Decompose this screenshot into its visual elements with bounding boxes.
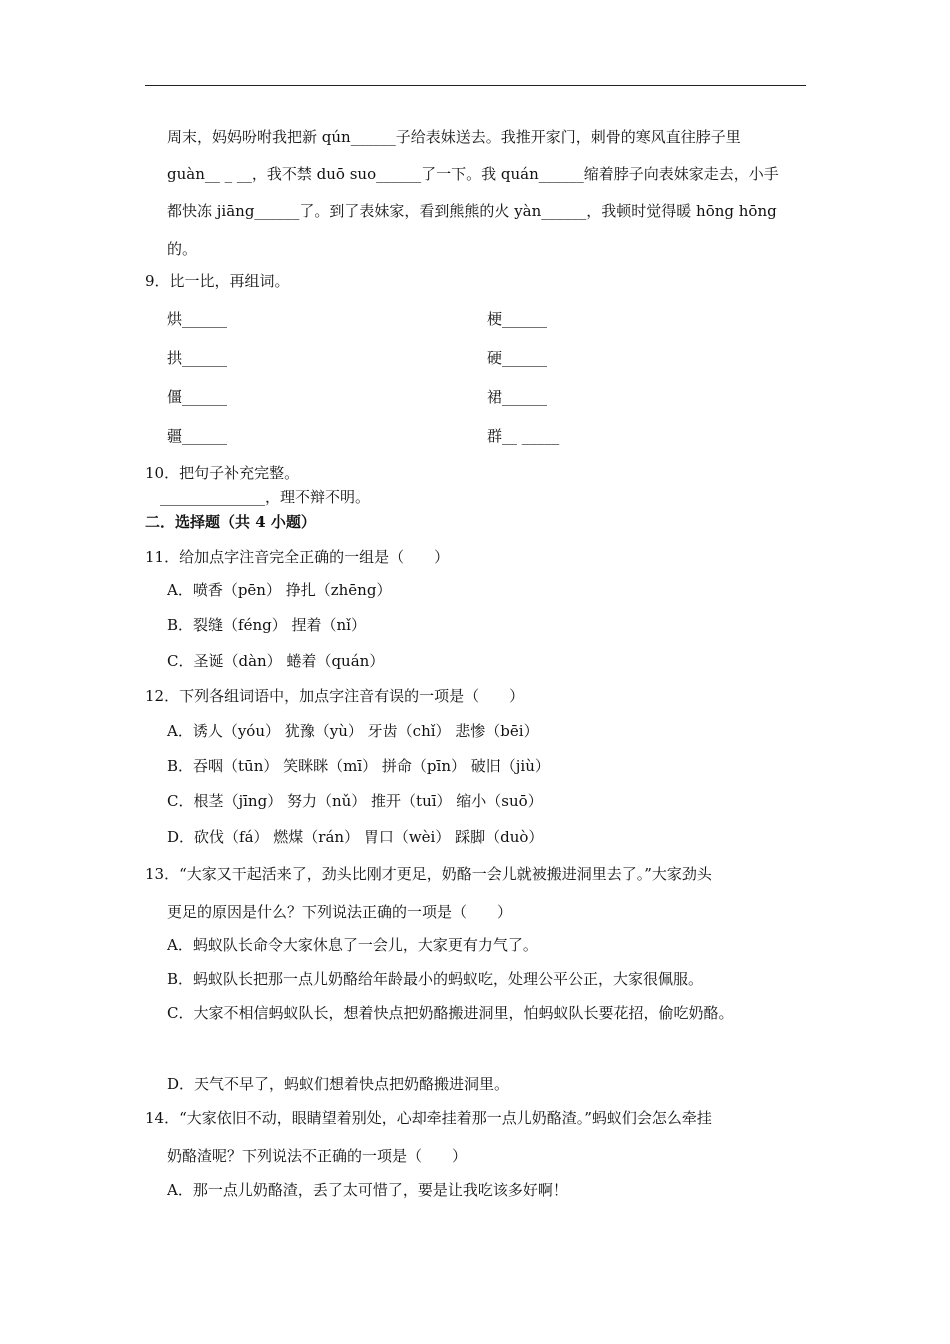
q12-option-d: D．砍伐（fá） 燃煤（rán） 胃口（wèi） 踩脚（duò） xyxy=(167,828,544,846)
q9-left-item: 僵______ xyxy=(167,388,228,406)
q11-option-a: A．喷香（pēn） 挣扎（zhēng） xyxy=(167,581,392,599)
question-11-title: 11．给加点字注音完全正确的一组是（ ） xyxy=(145,548,450,566)
passage-line-3: 都快冻 jiāng______了。到了表妹家，看到熊熊的火 yàn______，我顿时觉得暖 hōng hōng xyxy=(167,202,777,220)
q12-option-b: B．吞咽（tūn） 笑眯眯（mī） 拼命（pīn） 破旧（jiù） xyxy=(167,757,550,775)
q11-option-b: B．裂缝（féng） 捏着（nǐ） xyxy=(167,616,366,634)
q13-option-c: C．大家不相信蚂蚁队长，想着快点把奶酪搬进洞里，怕蚂蚁队长要花招，偷吃奶酪。 xyxy=(167,1004,734,1022)
section-2-title: 二．选择题（共 4 小题） xyxy=(145,513,316,531)
passage-line-2: guàn__ _ __，我不禁 duō suo______了一下。我 quán______缩着脖子向表妹家走去，小手 xyxy=(167,165,779,183)
question-13-line-1: 13．“大家又干起活来了，劲头比刚才更足，奶酪一会儿就被搬进洞里去了。”大家劲头 xyxy=(145,865,712,883)
q9-right-item: 硬______ xyxy=(487,349,548,367)
q9-left-item: 烘______ xyxy=(167,310,228,328)
q13-option-b: B．蚂蚁队长把那一点儿奶酪给年龄最小的蚂蚁吃，处理公平公正，大家很佩服。 xyxy=(167,970,704,988)
q13-option-a: A．蚂蚁队长命令大家休息了一会儿，大家更有力气了。 xyxy=(167,936,538,954)
question-14-line-2: 奶酪渣呢？下列说法不正确的一项是（ ） xyxy=(167,1147,468,1165)
q12-option-c: C．根茎（jīng） 努力（nǔ） 推开（tuī） 缩小（suō） xyxy=(167,792,543,810)
question-9-title: 9．比一比，再组词。 xyxy=(145,272,290,290)
q9-right-item: 梗______ xyxy=(487,310,548,328)
question-13-line-2: 更足的原因是什么？下列说法正确的一项是（ ） xyxy=(167,903,513,921)
q11-option-c: C．圣诞（dàn） 蜷着（quán） xyxy=(167,652,385,670)
header-rule xyxy=(145,85,806,86)
passage-line-4: 的。 xyxy=(167,240,198,258)
passage-line-1: 周末，妈妈吩咐我把新 qún______子给表妹送去。我推开家门，刺骨的寒风直往脖子里 xyxy=(167,128,741,146)
q13-option-d: D．天气不早了，蚂蚁们想着快点把奶酪搬进洞里。 xyxy=(167,1075,510,1093)
question-12-title: 12．下列各组词语中，加点字注音有误的一项是（ ） xyxy=(145,687,525,705)
q9-right-item: 裙______ xyxy=(487,388,548,406)
q14-option-a: A．那一点儿奶酪渣，丢了太可惜了，要是让我吃该多好啊！ xyxy=(167,1181,568,1199)
q9-left-item: 疆______ xyxy=(167,427,228,445)
question-10-title: 10．把句子补充完整。 xyxy=(145,464,300,482)
q10-sentence: ______________，理不辩不明。 xyxy=(160,488,371,506)
q9-right-item: 群__ _____ xyxy=(487,427,560,445)
q12-option-a: A．诱人（yóu） 犹豫（yù） 牙齿（chǐ） 悲惨（bēi） xyxy=(167,722,539,740)
question-14-line-1: 14．“大家依旧不动，眼睛望着别处，心却牵挂着那一点儿奶酪渣。”蚂蚁们会怎么牵挂 xyxy=(145,1109,712,1127)
q9-left-item: 拱______ xyxy=(167,349,228,367)
